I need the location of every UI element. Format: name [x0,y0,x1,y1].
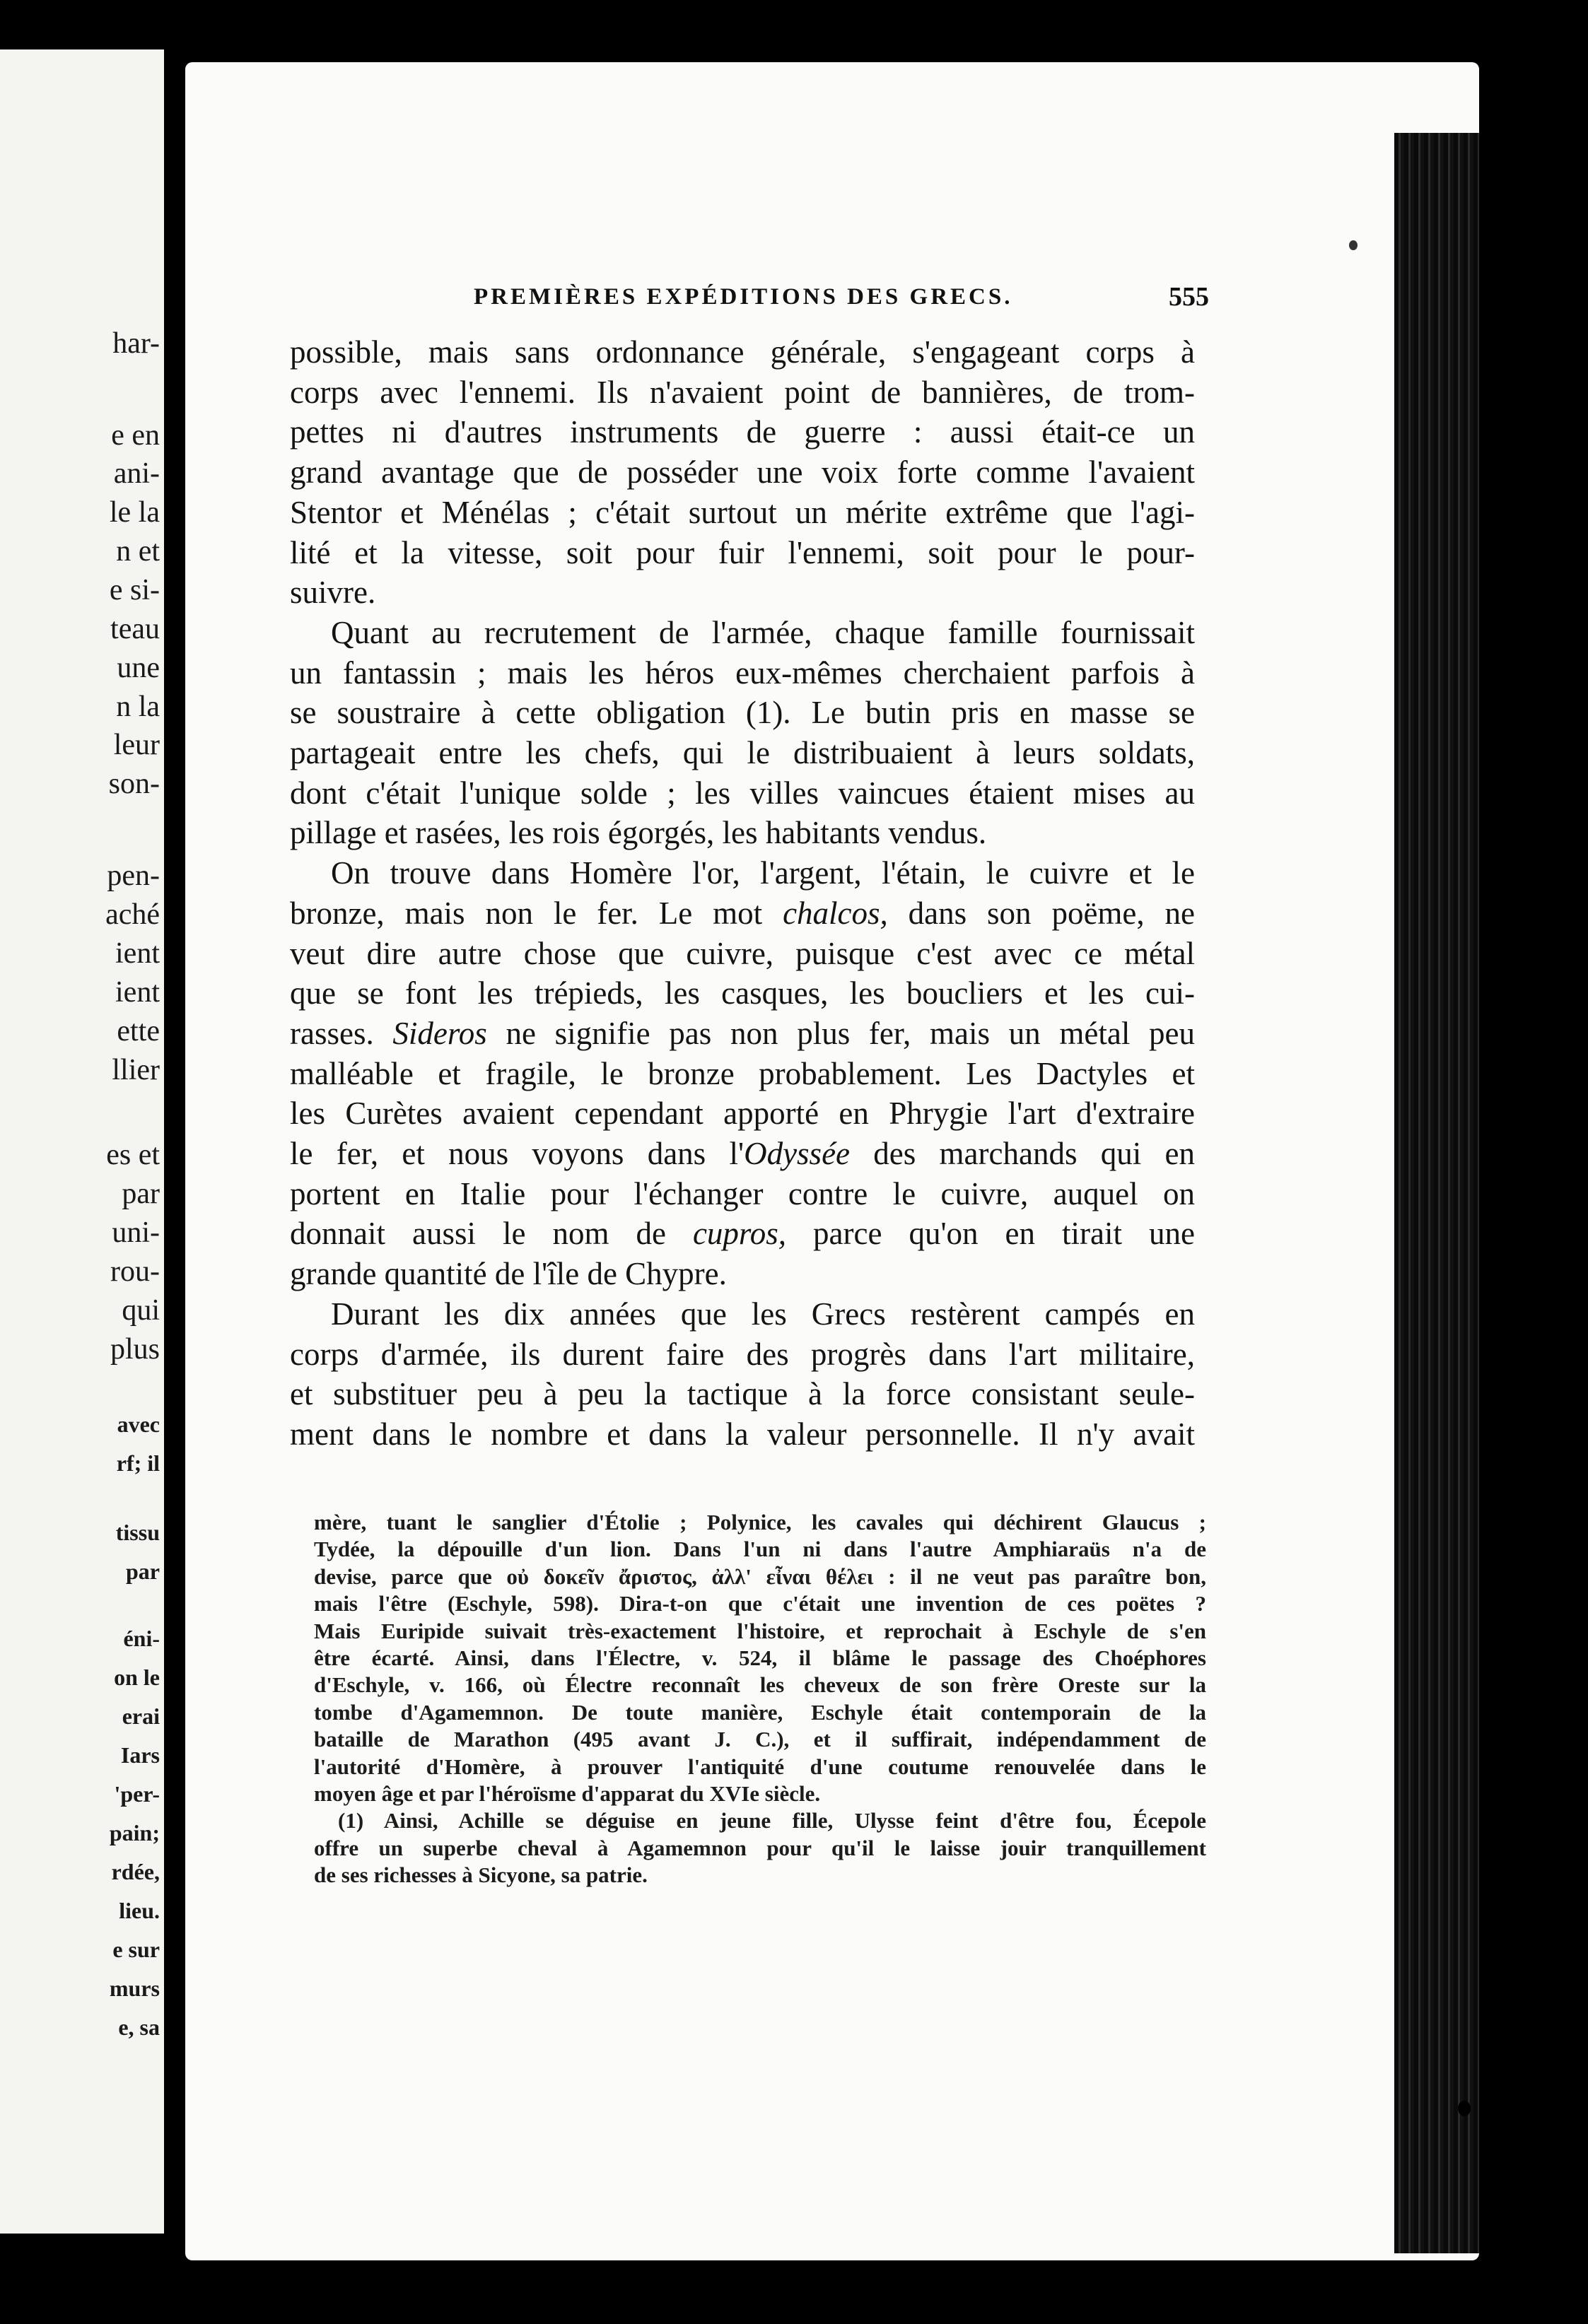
left-margin-fragment: pen- [107,859,160,892]
running-title: PREMIÈRES EXPÉDITIONS DES GRECS. [474,284,1013,310]
footnote-line: devise, parce que οὐ δοκεῖν ἄριστος, ἀλλ' εἶναι θέλει : il ne veut pas paraître bon, [314,1563,1206,1589]
left-margin-fragment: on le [114,1665,160,1690]
left-margin-fragment: e sur [112,1937,160,1962]
footnote-line: (1) Ainsi, Achille se déguise en jeune fille, Ulysse feint d'être fou, Écepole [338,1808,1206,1833]
body-line: grand avantage que de posséder une voix forte comme l'avaient [290,454,1195,491]
body-line: un fantassin ; mais les héros eux-mêmes cherchaient parfois à [290,655,1195,691]
page-header [474,284,1209,319]
body-line: On trouve dans Homère l'or, l'argent, l'étain, le cuivre et le [331,855,1195,891]
footnote-line: moyen âge et par l'héroïsme d'apparat du XVIe siècle. [314,1781,821,1807]
footnote-line: tombe d'Agamemnon. De toute manière, Eschyle était contemporain de la [314,1699,1206,1725]
body-line: que se font les trépieds, les casques, les boucliers et les cui- [290,975,1195,1011]
left-margin-fragment: n la [116,691,160,723]
left-margin-fragment: e, sa [118,2014,160,2040]
left-margin-fragment: uni- [112,1216,160,1249]
body-line: dont c'était l'unique solde ; les villes vaincues étaient mises au [290,775,1195,811]
footnotes [314,1509,1206,1889]
body-line: rasses. Sideros ne signifie pas non plus fer, mais un métal peu [290,1015,1196,1051]
left-margin-fragment: har- [112,327,160,360]
left-margin-fragment: ette [117,1015,160,1047]
body-line: corps avec l'ennemi. Ils n'avaient point de bannières, de trom- [290,374,1195,410]
left-margin-fragment: es et [106,1139,160,1171]
footnote-line: bataille de Marathon (495 avant J. C.), et il suffirait, indépendamment de [314,1727,1206,1752]
body-line: corps d'armée, ils durent faire des progrès dans l'art militaire, [290,1336,1195,1372]
footnote-line: mère, tuant le sanglier d'Étolie ; Polynice, les cavales qui déchirent Glaucus ; [314,1510,1206,1534]
body-line: malléable et fragile, le bronze probablement. Les Dactyles et [290,1055,1195,1091]
left-margin-fragment: rf; il [116,1450,160,1476]
body-line: donnait aussi le nom de cupros, parce qu'on en tirait une [290,1216,1195,1252]
body-line: possible, mais sans ordonnance générale, s'engageant corps à [290,334,1195,370]
body-line: les Curètes avaient cependant apporté en Phrygie l'art d'extraire [290,1096,1195,1132]
body-line: se soustraire à cette obligation (1). Le butin pris en masse se [290,695,1195,731]
left-margin-fragment: n et [116,535,160,568]
left-margin-fragment: lieu. [119,1898,160,1923]
left-margin-fragment: 'per- [114,1781,160,1807]
left-margin-fragment: rdée, [111,1859,160,1884]
left-margin-fragment: rou- [110,1255,160,1288]
footnote-line: être écarté. Ainsi, dans l'Électre, v. 524, il blâme le passage des Choéphores [314,1645,1206,1671]
left-margin-fragment: aché [105,898,160,931]
speck [1349,240,1358,250]
footnote-line: de ses richesses à Sicyone, sa patrie. [314,1862,648,1888]
left-margin-fragment: e en [111,419,160,452]
body-line: lité et la vitesse, soit pour fuir l'ennemi, soit pour le pour- [290,534,1195,570]
footnote-line: offre un superbe cheval à Agamemnon pour qu'il le laisse jouir tranquillement [314,1835,1206,1860]
body-line: pettes ni d'autres instruments de guerre : aussi était-ce un [290,414,1195,450]
body-line: Stentor et Ménélas ; c'était surtout un mérite extrême que l'agi- [290,494,1195,530]
left-margin-fragment: son- [108,768,160,800]
body-line: veut dire autre chose que cuivre, puisque c'est avec ce métal [290,935,1195,971]
left-margin-fragment: teau [110,613,160,645]
left-margin-fragment: ani- [113,457,160,490]
left-margin-fragment: une [117,652,160,684]
left-margin-fragment: Iars [120,1742,160,1768]
page-number: 555 [1169,282,1209,312]
left-margin-fragment: par [122,1178,160,1210]
body-line: partageait entre les chefs, qui le distribuaient à leurs soldats, [290,735,1195,771]
left-margin-fragment: ient [115,976,160,1009]
footnote-line: mais l'être (Eschyle, 598). Dira-t-on que c'était une invention de ces poëtes ? [314,1591,1206,1616]
left-margin-fragment: pain; [109,1820,160,1845]
left-margin-fragment: avec [117,1412,160,1437]
left-margin-fragment: llier [112,1054,160,1086]
body-line: bronze, mais non le fer. Le mot chalcos, dans son poëme, ne [290,895,1196,931]
body-line: portent en Italie pour l'échanger contre le cuivre, auquel on [290,1175,1195,1211]
left-margin-fragment: e si- [109,574,160,606]
body-line: grande quantité de l'île de Chypre. [290,1256,727,1292]
body-line: le fer, et nous voyons dans l'Odyssée des marchands qui en [290,1136,1195,1172]
footnote-line: l'autorité d'Homère, à prouver l'antiquité d'une coutume renouvelée dans le [314,1754,1206,1779]
footnote-line: Tydée, la dépouille d'un lion. Dans l'un ni dans l'autre Amphiaraüs n'a de [314,1537,1206,1562]
footnote-line: Mais Euripide suivait très-exactement l'histoire, et reprochait à Eschyle de s'en [314,1618,1206,1643]
left-margin-fragment: le la [109,496,160,529]
left-margin-fragment: tissu [115,1520,160,1545]
speck [1458,2101,1471,2116]
left-margin-fragment: éni- [123,1626,160,1651]
left-margin-fragment: par [126,1559,160,1584]
main-text [290,332,1195,1455]
left-margin-fragment: erai [122,1703,160,1729]
footnote-line: d'Eschyle, v. 166, où Électre reconnaît les cheveux de son frère Oreste sur la [314,1672,1206,1698]
body-line: suivre. [290,575,376,611]
body-line: et substituer peu à peu la tactique à la force consistant seule- [290,1376,1195,1412]
left-margin-fragment: ient [115,937,160,970]
body-line: pillage et rasées, les rois égorgés, les habitants vendus. [290,815,987,851]
left-margin-fragment: murs [109,1976,160,2001]
page-edge [1394,133,1479,2253]
body-line: ment dans le nombre et dans la valeur personnelle. Il n'y avait [290,1416,1195,1452]
left-margin-fragment: plus [110,1333,160,1366]
left-margin-fragment: leur [113,729,160,761]
body-line: Durant les dix années que les Grecs restèrent campés en [331,1296,1195,1332]
left-page-fragment [0,49,164,2234]
body-line: Quant au recrutement de l'armée, chaque famille fournissait [331,614,1195,650]
left-margin-fragment: qui [122,1294,160,1327]
